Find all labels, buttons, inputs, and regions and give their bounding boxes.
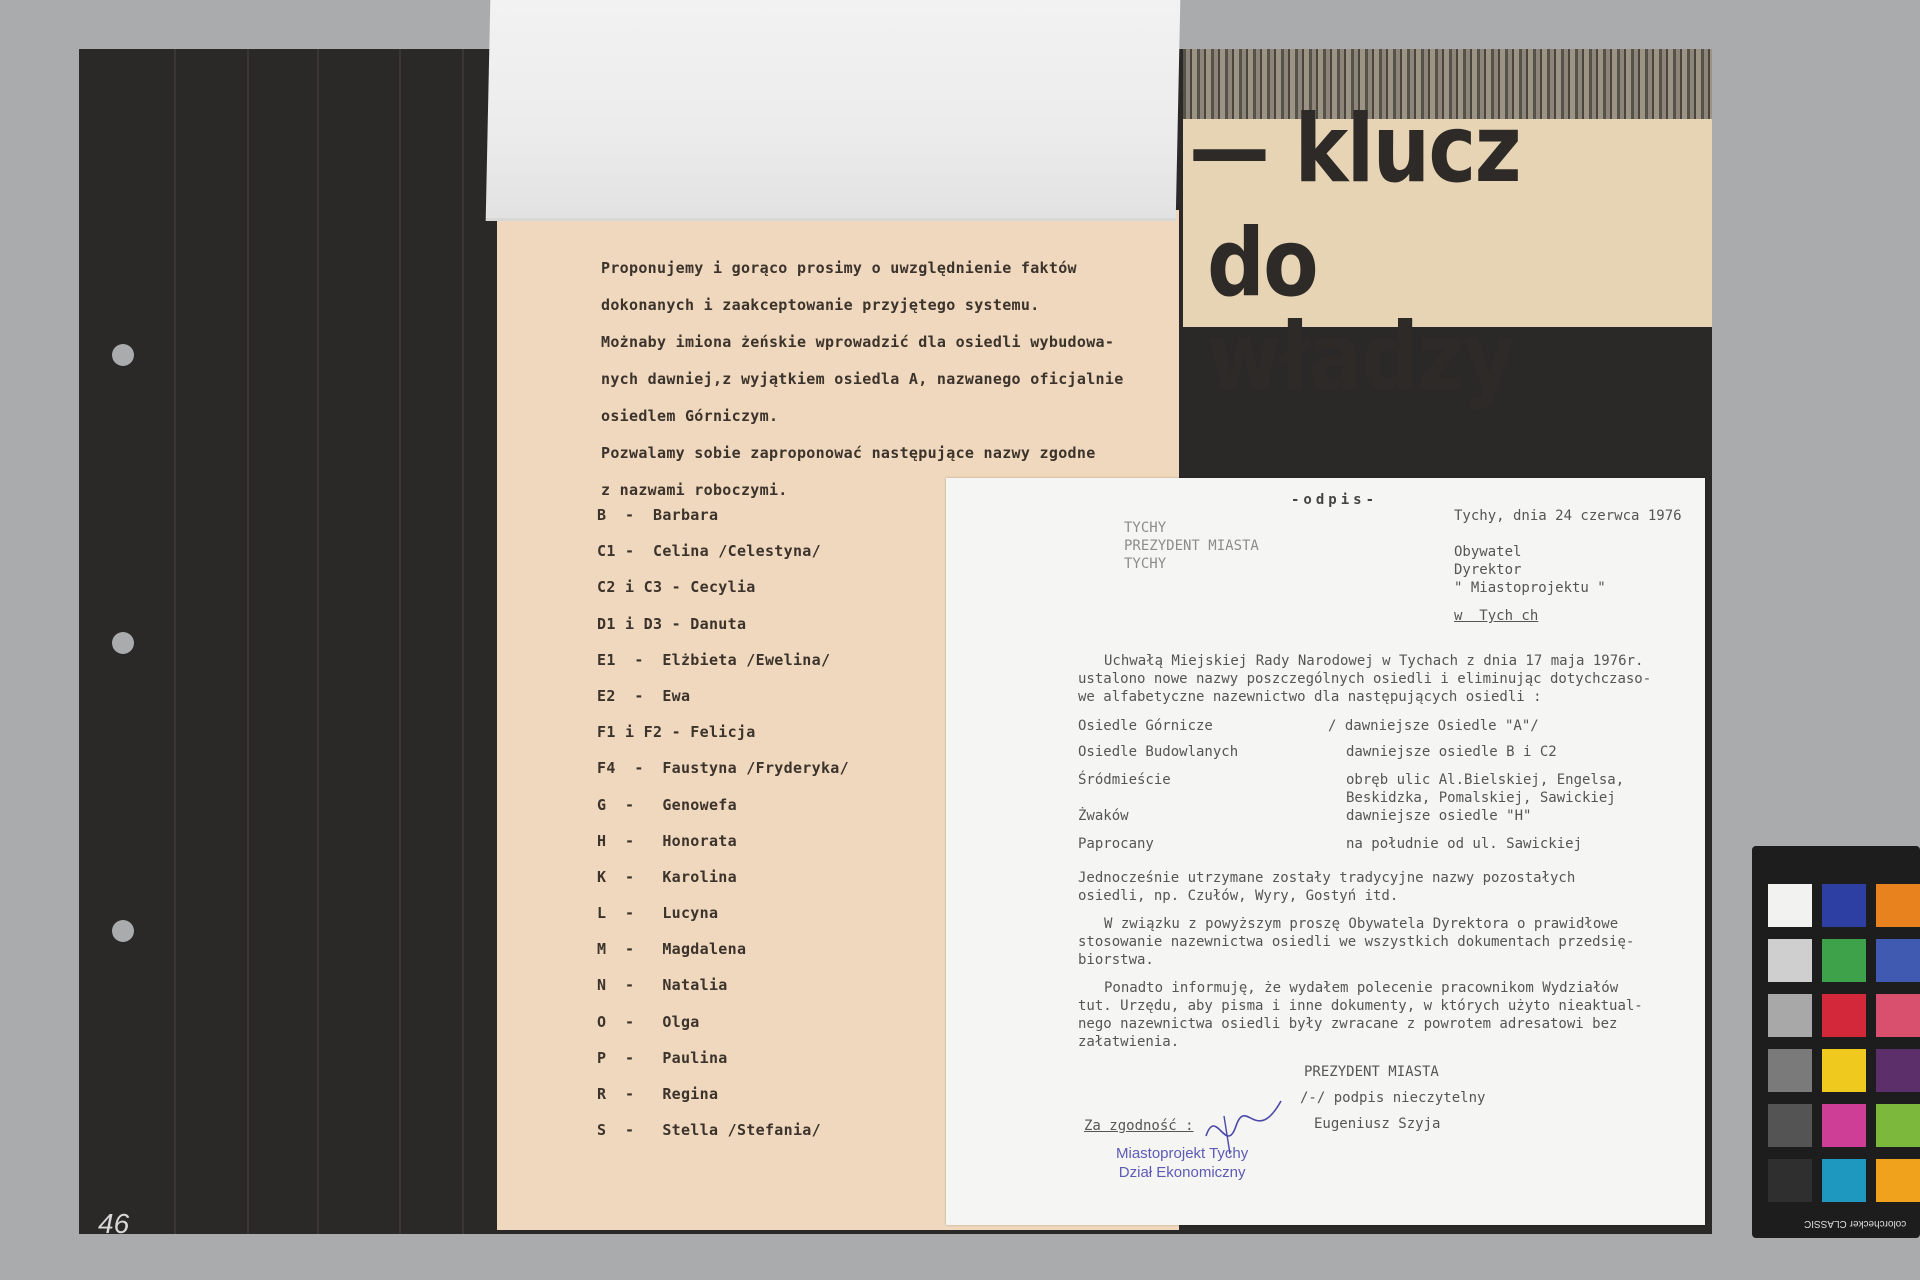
body-line: nego nazewnictwa osiedli były zwracane z powrotem adresatowi bez [1078,1016,1618,1032]
body-line: biorstwa. [1078,952,1154,968]
list-item: C2 i C3 - Cecylia [597,578,756,597]
district-desc: obręb ulic Al.Bielskiej, Engelsa, [1346,772,1625,788]
text-line: Pozwalamy sobie zaproponować następujące nazwy zgodne [601,444,1096,462]
body-line: stosowanie nazewnictwa osiedli we wszystkich dokumentach przedsię- [1078,934,1635,950]
sender-line: TYCHY [1124,520,1167,536]
color-swatch [1876,939,1920,982]
conformity-label: Za zgodność : [1084,1118,1194,1134]
stamp-line: Miastoprojekt Tychy [1116,1145,1249,1162]
district-name: Żwaków [1078,808,1129,824]
district-desc: dawniejsze osiedle B i C2 [1346,744,1557,760]
intro-line: ustalono nowe nazwy poszczególnych osiedli i eliminując dotychczaso- [1078,671,1652,687]
list-item: O - Olga [597,1012,700,1031]
letter-copy [946,478,1705,1225]
signatory-name: Eugeniusz Szyja [1314,1116,1441,1132]
punch-hole [112,632,134,654]
board-crease [174,49,176,1234]
board-crease [317,49,319,1234]
color-swatch [1822,994,1866,1037]
district-desc: dawniejsze osiedle "H" [1346,808,1532,824]
punch-hole [112,920,134,942]
board-crease [247,49,249,1234]
punch-hole [112,344,134,366]
recipient-line: w Tych ch [1454,608,1539,624]
district-name: Osiedle Górnicze [1078,718,1213,734]
color-swatch [1822,939,1866,982]
color-checker-label: colorchecker CLASSIC [1804,1218,1907,1229]
board-crease [462,49,464,1234]
office-stamp [1116,1144,1248,1182]
color-swatch [1876,994,1920,1037]
district-name: Osiedle Budowlanych [1078,744,1239,760]
color-swatch [1822,1104,1866,1147]
text-line: dokonanych i zaakceptowanie przyjętego systemu. [601,296,1040,314]
list-item: S - Stella /Stefania/ [597,1121,821,1140]
signatory-title: PREZYDENT MIASTA [1304,1064,1439,1080]
body-line: W związku z powyższym proszę Obywatela Dyrektora o prawidłowe [1104,916,1619,932]
color-swatch [1768,1049,1812,1092]
board-crease [399,49,401,1234]
place-date: Tychy, dnia 24 czerwca 1976 [1454,508,1682,524]
district-desc: na południe od ul. Sawickiej [1346,836,1583,852]
color-checker-card [1752,846,1920,1238]
list-item: B - Barbara [597,506,719,524]
copy-mark: -odpis- [1291,492,1379,508]
list-item: N - Natalia [597,976,728,995]
list-item: C1 - Celina /Celestyna/ [597,542,821,561]
proposal-paragraph [601,250,1161,509]
list-item: R - Regina [597,1085,719,1103]
list-item: D1 i D3 - Danuta [597,614,747,633]
list-item: E1 - Elżbieta /Ewelina/ [597,650,831,669]
color-swatch [1876,884,1920,927]
color-swatch [1822,1159,1866,1202]
color-swatch [1876,1049,1920,1092]
list-item: F4 - Faustyna /Fryderyka/ [597,759,849,778]
tissue-paper-overlay [486,0,1181,221]
recipient-line: " Miastoprojektu " [1454,580,1606,596]
headline-line-2: do władzy [1207,209,1514,412]
body-line: Jednocześnie utrzymane zostały tradycyjne nazwy pozostałych [1078,870,1576,886]
district-name: Śródmieście [1078,772,1171,788]
intro-line: Uchwałą Miejskiej Rady Narodowej w Tychach z dnia 17 maja 1976r. [1104,653,1644,669]
body-line: załatwienia. [1078,1034,1180,1050]
recipient-line: Obywatel [1454,544,1522,560]
text-line: Proponujemy i gorąco prosimy o uwzględnienie faktów [601,259,1077,277]
sender-line: PREZYDENT MIASTA [1124,538,1259,554]
newspaper-clipping [1183,49,1712,412]
sender-line: TYCHY [1124,556,1167,572]
stamp-line: Dział Ekonomiczny [1118,1164,1246,1181]
list-item: L - Lucyna [597,904,719,923]
color-swatch [1822,1049,1866,1092]
color-swatch [1768,994,1812,1037]
list-item: G - Genowefa [597,795,737,814]
text-line: osiedlem Górniczym. [601,407,779,425]
intro-line: we alfabetyczne nazewnictwo dla następujących osiedli : [1078,689,1542,705]
color-swatch [1876,1104,1920,1147]
body-line: tut. Urzędu, aby pisma i inne dokumenty, w których użyto nieaktual- [1078,998,1643,1014]
page-number: 46 [98,1208,130,1239]
list-item: K - Karolina [597,867,737,886]
color-swatch [1768,1159,1812,1202]
text-line: z nazwami roboczymi. [601,481,788,499]
text-line: Możnaby imiona żeńskie wprowadzić dla osiedli wybudowa- [601,333,1115,351]
list-item: P - Paulina [597,1048,728,1067]
color-swatch [1768,1104,1812,1147]
district-desc: Beskidzka, Pomalskiej, Sawickiej [1346,790,1616,806]
color-swatch [1822,884,1866,927]
list-item: M - Magdalena [597,940,747,959]
signature-note: /-/ podpis nieczytelny [1300,1090,1486,1106]
body-line: osiedli, np. Czułów, Wyry, Gostyń itd. [1078,888,1399,904]
list-item: E2 - Ewa [597,686,691,705]
list-item: F1 i F2 - Felicja [597,723,756,742]
list-item: H - Honorata [597,831,737,850]
recipient-line: Dyrektor [1454,562,1522,578]
district-name: Paprocany [1078,836,1154,852]
body-line: Ponadto informuję, że wydałem polecenie pracownikom Wydziałów [1104,980,1619,996]
text-line: nych dawniej,z wyjątkiem osiedla A, nazwanego oficjalnie [601,370,1124,388]
color-swatch [1876,1159,1920,1202]
district-desc: / dawniejsze Osiedle "A"/ [1328,718,1539,734]
color-swatch [1768,939,1812,982]
district-name-list [597,506,849,1157]
color-swatch [1768,884,1812,927]
headline-line-1: — klucz [1189,95,1520,204]
